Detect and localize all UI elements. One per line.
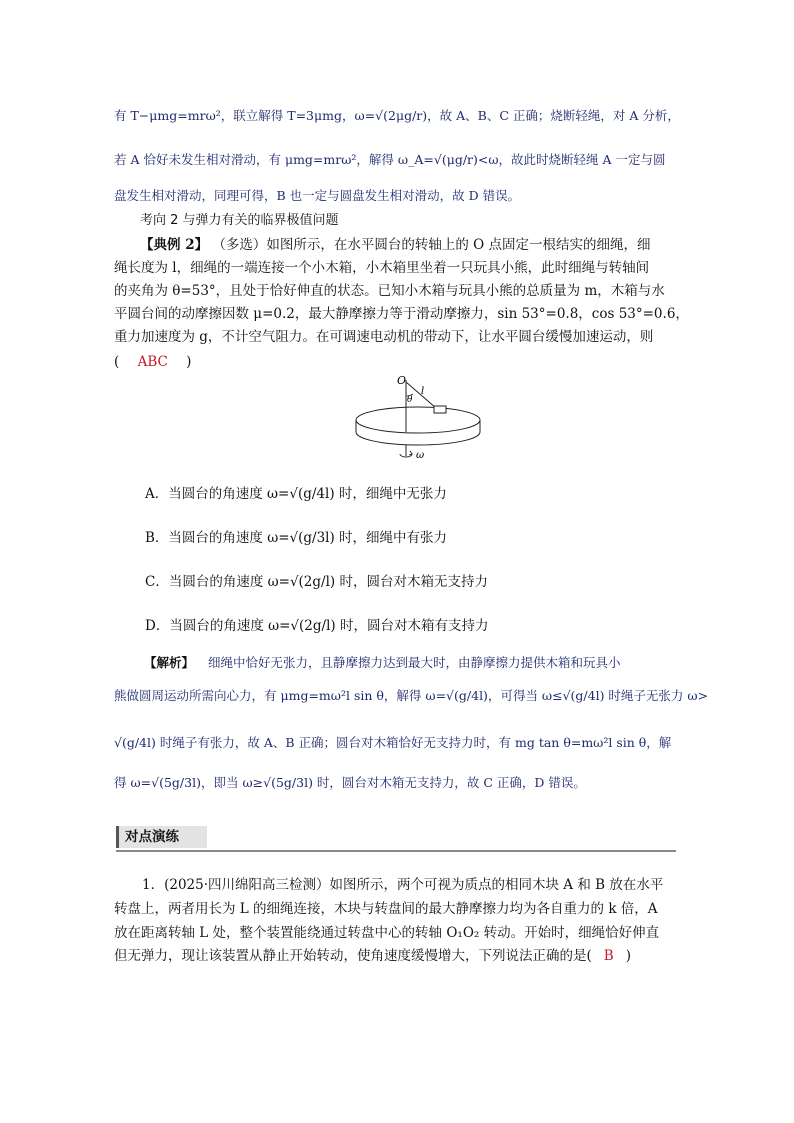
option-c: C．当圆台的角速度 ω=√(2g/l) 时，圆台对木箱无支持力 <box>145 574 488 590</box>
wooden-box <box>434 406 446 413</box>
arrowhead-icon <box>409 451 412 455</box>
example-line-3: 的夹角为 θ=53°，且处于恰好伸直的状态。已知小木箱与玩具小熊的总质量为 m，木箱与水 <box>114 283 665 299</box>
omega-label: ω <box>416 450 425 461</box>
problem-line-3: 放在距离转轴 L 处，整个装置能绕通过转盘中心的转轴 O₁O₂ 转动。开始时，细绳恰好伸直 <box>114 925 660 941</box>
example-answer-value: ABC <box>137 354 168 370</box>
problem-line-1: 1．(2025·四川绵阳高三检测）如图所示，两个可视为质点的相同木块 A 和 B 放在水平 <box>142 877 664 893</box>
point-o-label: O <box>397 374 407 387</box>
example-answer: ( ABC ) <box>114 354 192 370</box>
prev-solution-line-2: 若 A 恰好未发生相对滑动，有 μmg=mrω²，解得 ω_A=√(μg/r)<ω，故此时烧断轻绳 A 一定与圆 <box>114 152 666 167</box>
example-line-4: 平圆台间的动摩擦因数 μ=0.2，最大静摩擦力等于滑动摩擦力，sin 53°=0.8，cos 53°=0.6， <box>114 306 689 322</box>
option-d: D．当圆台的角速度 ω=√(2g/l) 时，圆台对木箱有支持力 <box>145 618 489 634</box>
problem-line-4-text: 但无弹力，现让该装置从静止开始转动，使角速度缓慢增大，下列说法正确的是 <box>114 948 587 964</box>
problem-line-4: 但无弹力，现让该装置从静止开始转动，使角速度缓慢增大，下列说法正确的是( B ) <box>114 948 631 964</box>
example-line-5: 重力加速度为 g，不计空气阻力。在可调速电动机的带动下，让水平圆台缓慢加速运动，则 <box>114 329 654 345</box>
analysis-line-1-text: 细绳中恰好无张力，且静摩擦力达到最大时，由静摩擦力提供木箱和玩具小 <box>208 655 621 670</box>
section-title: 对点演练 <box>116 826 207 848</box>
platform-top <box>356 407 480 433</box>
analysis-line-2: 熊做圆周运动所需向心力，有 μmg=mω²l sin θ，解得 ω=√(g/4l)，可得当 ω≤√(g/4l) 时绳子无张力 ω> <box>114 688 709 703</box>
theta-label: θ <box>407 395 413 405</box>
section-heading: 考向 2 与弹力有关的临界极值问题 <box>140 213 339 228</box>
section-divider <box>116 850 676 852</box>
length-label: l <box>421 386 425 397</box>
rotating-platform-figure <box>350 374 490 470</box>
example-tag: 【典例 2】 <box>140 237 209 253</box>
problem-answer-value: B <box>603 948 614 964</box>
option-a: A．当圆台的角速度 ω=√(g/4l) 时，细绳中无张力 <box>145 486 447 502</box>
prev-solution-line-1: 有 T−μmg=mrω²，联立解得 T=3μmg，ω=√(2μg/r)，故 A、B、C 正确；烧断轻绳，对 A 分析， <box>114 108 680 123</box>
example-line-1-text: （多选）如图所示，在水平圆台的转轴上的 O 点固定一根结实的细绳，细 <box>212 237 651 253</box>
option-b: B．当圆台的角速度 ω=√(g/3l) 时，细绳中有张力 <box>145 530 448 546</box>
analysis-line-3: √(g/4l) 时绳子有张力，故 A、B 正确；圆台对木箱恰好无支持力时，有 mg tan θ=mω²l sin θ，解 <box>114 735 672 750</box>
analysis-tag: 【解析】 <box>144 655 195 670</box>
problem-line-2: 转盘上，两者用长为 L 的细绳连接，木块与转盘间的最大静摩擦力均为各自重力的 k 倍，A <box>114 901 658 917</box>
prev-solution-line-3: 盘发生相对滑动，同理可得，B 也一定与圆盘发生相对滑动，故 D 错误。 <box>114 188 521 203</box>
example-line-2: 绳长度为 l，细绳的一端连接一个小木箱，小木箱里坐着一只玩具小熊，此时细绳与转轴间 <box>114 260 650 276</box>
example-line-1 <box>140 235 651 255</box>
analysis-line-1 <box>144 653 621 673</box>
analysis-line-4: 得 ω=√(5g/3l)，即当 ω≥√(5g/3l) 时，圆台对木箱无支持力，故 C 正确，D 错误。 <box>114 775 586 790</box>
